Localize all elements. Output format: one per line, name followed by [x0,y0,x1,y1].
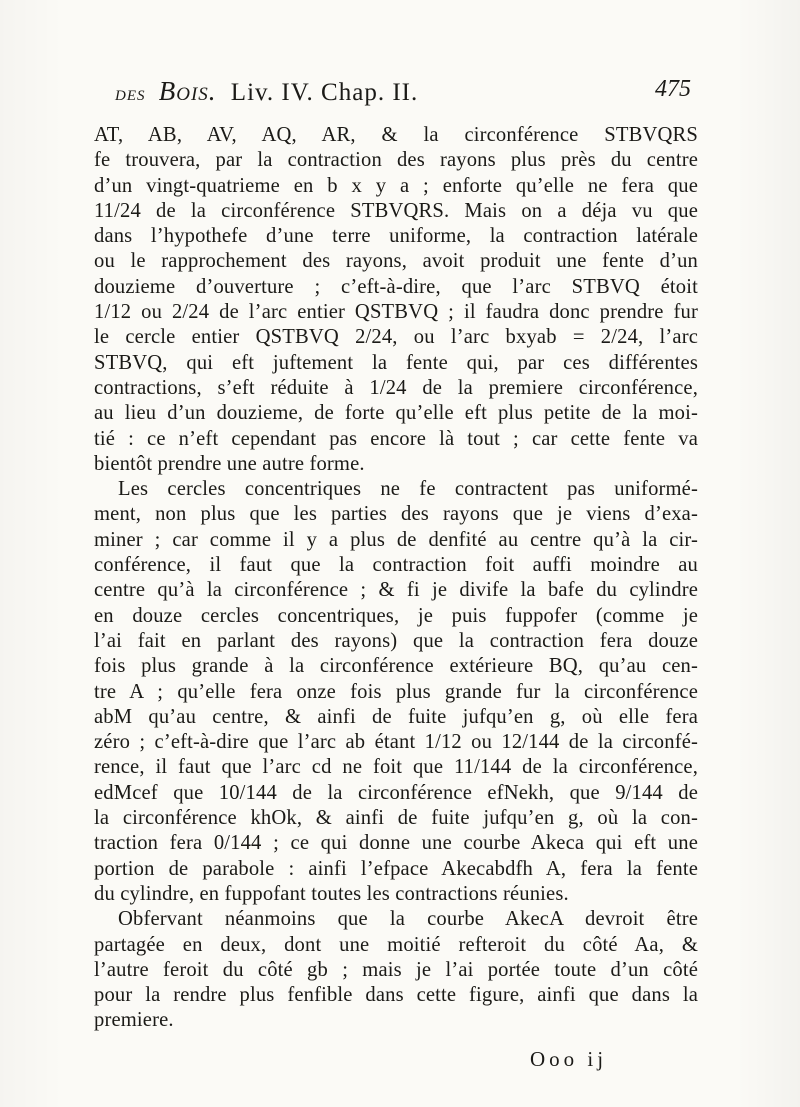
text-line: abM qu’au centre, & ainfi de fuite jufqu’en g, où elle fera [94,705,698,728]
running-head-prefix: des [115,80,146,105]
text-line: contractions, s’eft réduite à 1/24 de la premiere circonférence, [94,376,698,399]
text-line: fois plus grande à la circonférence extérieure BQ, qu’au cen- [94,655,698,678]
text-line: miner ; car comme il y a plus de denfité au centre qu’à la cir- [94,528,698,551]
text-line: en douze cercles concentriques, je puis fuppofer (comme je [94,604,698,627]
text-line: ou le rapprochement des rayons, avoit produit une fente d’un [94,250,698,273]
text-line: d’un vingt-quatrieme en b x y a ; enforte qu’elle ne fera que [94,174,698,197]
paragraph-start: Les cercles concentriques ne fe contractent pas uniformé- [118,478,698,501]
running-head-title: Bois. [158,76,217,106]
paragraph-start: Obfervant néanmoins que la courbe AkecA devroit être [118,908,698,931]
text-line: portion de parabole : ainfi l’efpace Akecabdfh A, fera la fente [94,857,698,880]
text-line: premiere. [94,1009,174,1032]
text-line: douzieme d’ouverture ; c’eft-à-dire, que l’arc STBVQ étoit [94,275,698,298]
text-line: l’ai fait en parlant des rayons) que la contraction fera douze [94,629,698,652]
text-line: fe trouvera, par la contraction des rayons plus près du centre [94,149,698,172]
text-line: l’autre feroit du côté gb ; mais je l’ai portée toute d’un côté [94,958,698,981]
text-line: dans l’hypothefe d’une terre uniforme, la contraction latérale [94,225,698,248]
text-line: centre qu’à la circonférence ; & fi je divife la bafe du cylindre [94,579,698,602]
text-line: ment, non plus que les parties des rayons que je viens d’exa- [94,503,698,526]
text-line: STBVQ, qui eft juftement la fente qui, par ces différentes [94,351,698,374]
text-line: tié : ce n’eft cependant pas encore là tout ; car cette fente va [94,427,698,450]
text-line: 1/12 ou 2/24 de l’arc entier QSTBVQ ; il faudra donc prendre fur [94,301,698,324]
text-line: le cercle entier QSTBVQ 2/24, ou l’arc bxyab = 2/24, l’arc [94,326,698,349]
text-line: zéro ; c’eft-à-dire que l’arc ab étant 1/12 ou 12/144 de la circonfé- [94,731,698,754]
text-line: au lieu d’un douzieme, de forte qu’elle eft plus petite de la moi- [94,402,698,425]
text-line: conférence, il faut que la contraction foit auffi moindre au [94,554,698,577]
page-header [115,76,691,106]
text-line: AT, AB, AV, AQ, AR, & la circonférence STBVQRS [94,124,698,146]
text-line: du cylindre, en fuppofant toutes les contractions réunies. [94,882,569,905]
text-line: pour la rendre plus fenfible dans cette figure, ainfi que dans la [94,984,698,1007]
text-line: la circonférence khOk, & ainfi de fuite jufqu’en g, où la con- [94,807,698,830]
page-number: 475 [655,76,691,102]
running-head-chapter: Liv. IV. Chap. II. [230,79,419,106]
text-line: rence, il faut que l’arc cd ne foit que 11/144 de la circonférence, [94,756,698,779]
main-text [94,123,698,1034]
text-line: edMcef que 10/144 de la circonférence efNekh, que 9/144 de [94,781,698,804]
printer-signature: Ooo ij [530,1047,608,1071]
text-line: bientôt prendre une autre forme. [94,452,365,475]
text-line: tre A ; qu’elle fera onze fois plus grande fur la circonférence [94,680,698,703]
text-line: traction fera 0/144 ; ce qui donne une courbe Akeca qui eft une [94,832,698,855]
text-line: partagée en deux, dont une moitié refteroit du côté Aa, & [94,933,698,956]
text-line: 11/24 de la circonférence STBVQRS. Mais on a déja vu que [94,199,698,222]
running-head [115,76,418,107]
